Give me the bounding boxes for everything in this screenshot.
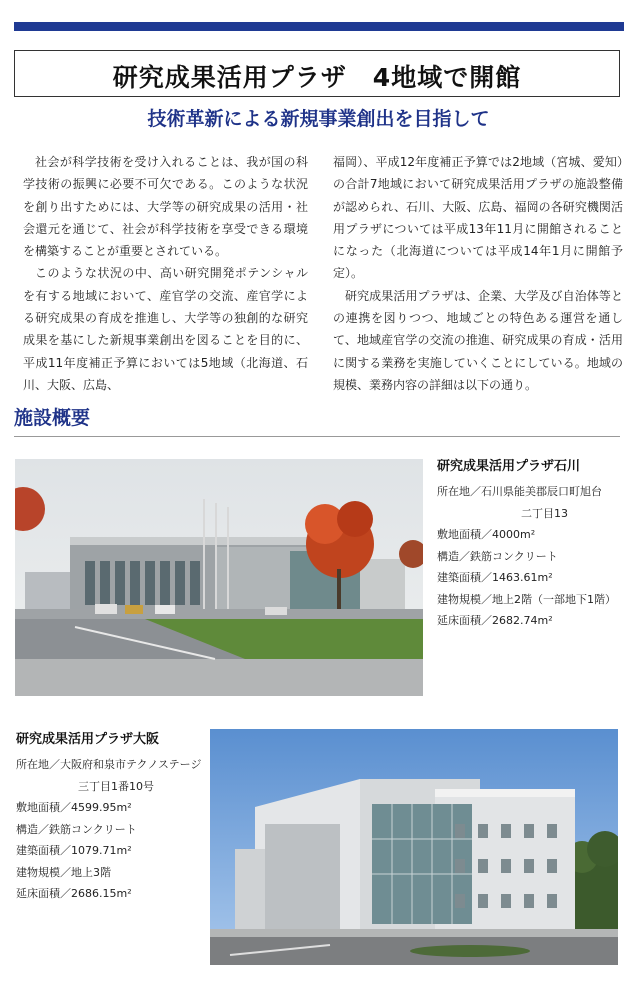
facility-location: 所在地／石川県能美郡辰口町旭台 bbox=[437, 485, 602, 498]
facility-scale: 建物規模／地上2階（一部地下1階） bbox=[437, 592, 616, 606]
intro-paragraph: 研究成果活用プラザは、企業、大学及び自治体等との連携を図りつつ、地域ごとの特色ある運営を通して、地域産官学の交流の推進、研究成果の育成・活用に関する業務を実施していくことにしている。地域の規模、業務内容の詳細は以下の通り。 bbox=[333, 288, 623, 392]
page-title: 研究成果活用プラザ 4地域で開館 bbox=[112, 63, 522, 92]
facility-info-ishikawa bbox=[437, 457, 629, 632]
section-heading: 施設概要 bbox=[14, 407, 91, 429]
facility-site-area: 敷地面積／4000m² bbox=[437, 528, 536, 541]
page-subtitle: 技術革新による新規事業創出を目指して bbox=[147, 108, 490, 130]
facility-building-area: 建築面積／1463.61m² bbox=[437, 571, 553, 584]
title-box bbox=[14, 50, 620, 97]
facility-info-osaka bbox=[16, 730, 208, 905]
section-divider bbox=[14, 436, 620, 437]
facility-building-area: 建築面積／1079.71m² bbox=[16, 844, 132, 857]
facility-name: 研究成果活用プラザ石川 bbox=[437, 459, 581, 474]
facility-structure: 構造／鉄筋コンクリート bbox=[16, 822, 137, 836]
intro-paragraph: 社会が科学技術を受け入れることは、我が国の科学技術の振興に必要不可欠である。このような状況を創り出すためには、大学等の研究成果の活用・社会還元を通じて、社会が科学技術を享受できる環境を構築することが重要とされている。 bbox=[23, 155, 308, 259]
facility-floor-area: 延床面積／2682.74m² bbox=[437, 614, 553, 627]
ishikawa-building-photo bbox=[15, 459, 423, 696]
facility-location-cont: 三丁目1番10号 bbox=[78, 779, 154, 793]
intro-paragraph-continuation: 福岡）、平成12年度補正予算では2地域（宮城、愛知）の合計7地域において研究成果活用プラザの施設整備が認められ、石川、大阪、広島、福岡の各研究機関活用プラザについては平成13年11月に開館されることになった（北海道については平成14年1月に開館予定）。 bbox=[333, 155, 623, 281]
intro-right-column bbox=[333, 151, 623, 396]
osaka-building-photo bbox=[210, 729, 618, 965]
facility-location-cont: 二丁目13 bbox=[521, 506, 568, 520]
facility-site-area: 敷地面積／4599.95m² bbox=[16, 801, 132, 814]
facility-scale: 建物規模／地上3階 bbox=[16, 865, 111, 879]
intro-left-column bbox=[23, 151, 308, 396]
top-accent-bar bbox=[14, 22, 624, 31]
facility-floor-area: 延床面積／2686.15m² bbox=[16, 887, 132, 900]
facility-location: 所在地／大阪府和泉市テクノステージ bbox=[16, 758, 202, 771]
facility-structure: 構造／鉄筋コンクリート bbox=[437, 549, 558, 563]
intro-paragraph: このような状況の中、高い研究開発ポテンシャルを有する地域において、産官学の交流、産官学による研究成果の育成を推進し、大学等の独創的な研究成果を基にした新規事業創出を図ることを目的に、平成11年度補正予算においては5地域（北海道、石川、大阪、広島、 bbox=[23, 266, 308, 392]
facility-name: 研究成果活用プラザ大阪 bbox=[16, 732, 160, 747]
